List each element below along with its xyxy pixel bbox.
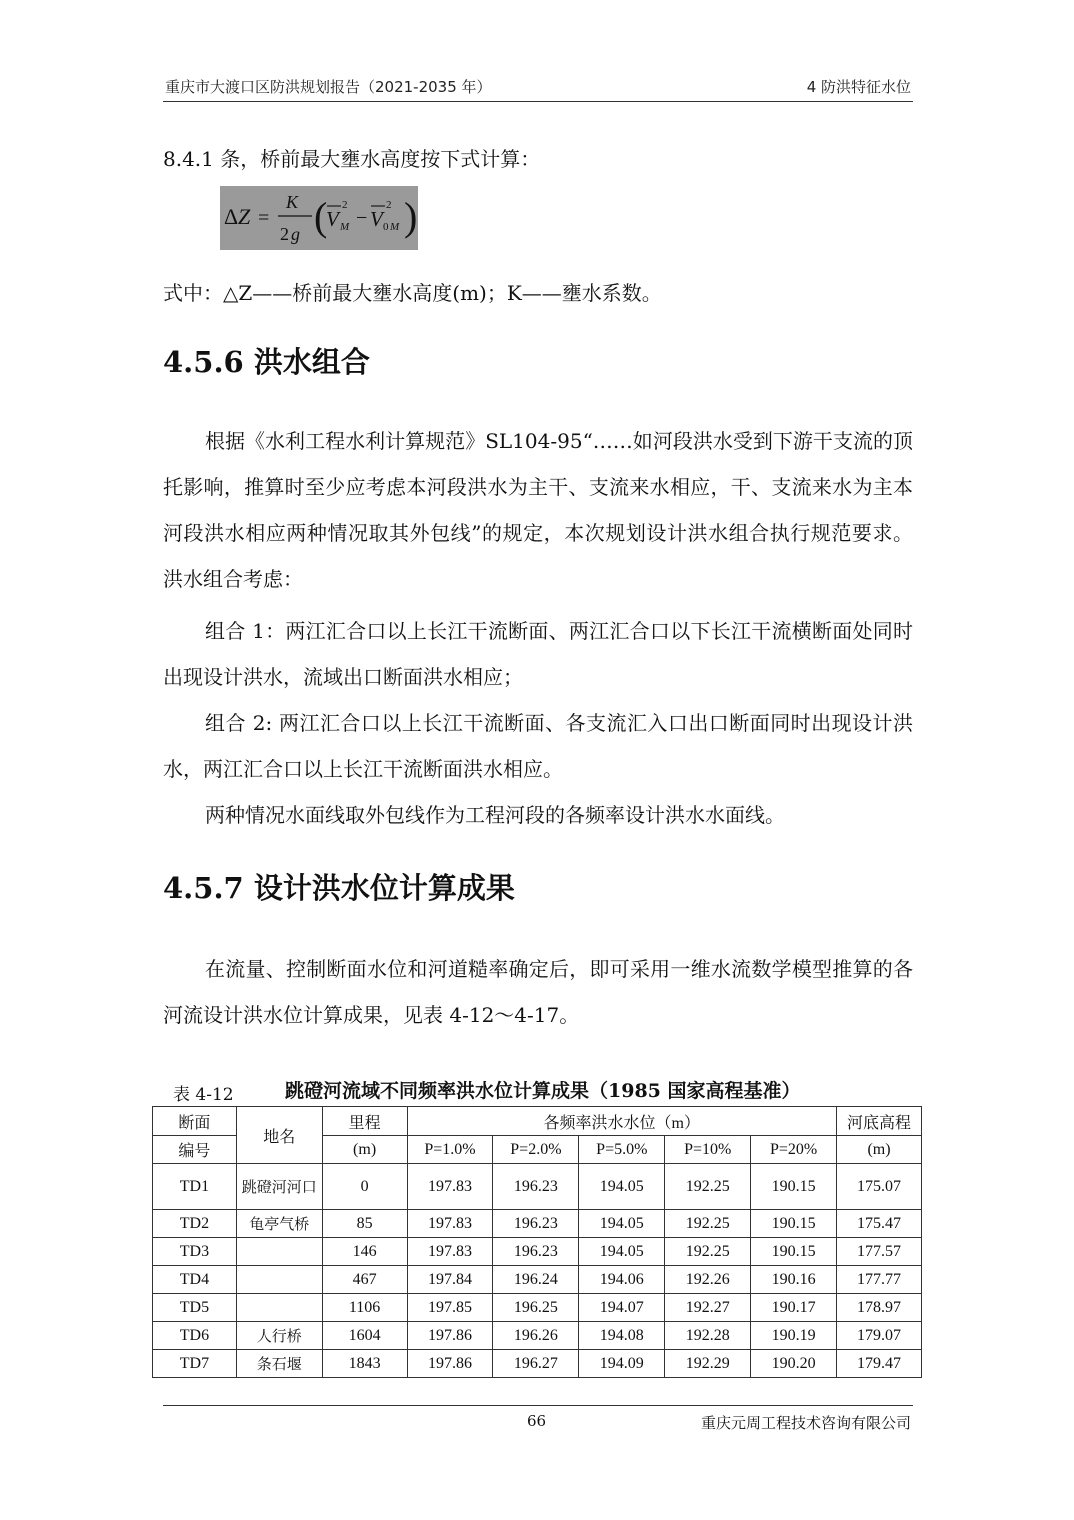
svg-text:V: V (370, 207, 383, 231)
header-section-line2: 编号 (153, 1136, 237, 1164)
table-row (153, 1350, 922, 1378)
section-id: TD5 (153, 1294, 237, 1322)
p2-level: 196.26 (493, 1322, 579, 1350)
p1-level: 197.83 (407, 1164, 493, 1210)
paragraph-envelope: 两种情况水面线取外包线作为工程河段的各频率设计洪水水面线。 (205, 803, 785, 827)
p20-level: 190.20 (751, 1350, 837, 1378)
header-chapter: 4 防洪特征水位 (806, 78, 911, 96)
flood-level-table (152, 1106, 922, 1378)
mileage: 0 (322, 1164, 407, 1210)
p2-level: 196.23 (493, 1210, 579, 1238)
header-divider (163, 101, 913, 102)
p5-level: 194.09 (579, 1350, 665, 1378)
bed-elevation: 175.07 (837, 1164, 922, 1210)
bed-elevation: 175.47 (837, 1210, 922, 1238)
place-name (236, 1294, 322, 1322)
p2-level: 196.27 (493, 1350, 579, 1378)
p10-level: 192.29 (665, 1350, 751, 1378)
header-freq: P=2.0% (493, 1136, 579, 1164)
page-number: 66 (527, 1412, 547, 1430)
place-name: 龟亭气桥 (236, 1210, 322, 1238)
header-place: 地名 (236, 1107, 322, 1164)
p20-level: 190.17 (751, 1294, 837, 1322)
place-name: 跳磴河河口 (236, 1164, 322, 1210)
p2-level: 196.24 (493, 1266, 579, 1294)
svg-text:): ) (404, 194, 418, 239)
bed-elevation: 177.77 (837, 1266, 922, 1294)
section-id: TD6 (153, 1322, 237, 1350)
header-mileage-unit: (m) (322, 1136, 407, 1164)
p1-level: 197.85 (407, 1294, 493, 1322)
mileage: 467 (322, 1266, 407, 1294)
place-name: 人行桥 (236, 1322, 322, 1350)
p5-level: 194.08 (579, 1322, 665, 1350)
p5-level: 194.05 (579, 1164, 665, 1210)
formula-image (220, 186, 418, 250)
header-freq: P=5.0% (579, 1136, 665, 1164)
svg-text:(: ( (314, 194, 328, 239)
header-freq: P=1.0% (407, 1136, 493, 1164)
mileage: 1843 (322, 1350, 407, 1378)
bed-elevation: 179.47 (837, 1350, 922, 1378)
p10-level: 192.26 (665, 1266, 751, 1294)
svg-text:g: g (291, 224, 300, 244)
p5-level: 194.05 (579, 1210, 665, 1238)
header-frequency-group: 各频率洪水水位（m） (407, 1107, 837, 1136)
header-bed-elevation: 河底高程 (837, 1107, 922, 1136)
svg-text:Z: Z (238, 204, 251, 229)
svg-text:2: 2 (280, 224, 289, 244)
p5-level: 194.07 (579, 1294, 665, 1322)
mileage: 85 (322, 1210, 407, 1238)
p10-level: 192.28 (665, 1322, 751, 1350)
section-id: TD3 (153, 1238, 237, 1266)
section-id: TD1 (153, 1164, 237, 1210)
table-row (153, 1238, 922, 1266)
svg-text:=: = (258, 207, 270, 229)
mileage: 1106 (322, 1294, 407, 1322)
section-id: TD2 (153, 1210, 237, 1238)
svg-text:2: 2 (386, 199, 392, 211)
paragraph-combination-2: 组合 2: 两江汇合口以上长江干流断面、各支流汇入口出口断面同时出现设计洪水，两江汇合口以上长江干流断面洪水相应。 (163, 711, 913, 781)
svg-text:0: 0 (383, 221, 389, 233)
paragraph-flood-combination: 根据《水利工程水利计算规范》SL104-95“……如河段洪水受到下游干支流的顶托影响，推算时至少应考虑本河段洪水为主干、支流来水相应，干、支流来水为主本河段洪水相应两种情况取其外包线”的规定，本次规划设计洪水组合执行规范要求。洪水组合考虑： (163, 429, 913, 591)
p20-level: 190.19 (751, 1322, 837, 1350)
section-id: TD4 (153, 1266, 237, 1294)
svg-text:2: 2 (342, 199, 348, 211)
table-row (153, 1322, 922, 1350)
table-row (153, 1210, 922, 1238)
p2-level: 196.23 (493, 1164, 579, 1210)
p5-level: 194.05 (579, 1238, 665, 1266)
table-row (153, 1266, 922, 1294)
section-heading-4-5-7: 4.5.7 设计洪水位计算成果 (163, 871, 515, 905)
p5-level: 194.06 (579, 1266, 665, 1294)
svg-text:Δ: Δ (224, 204, 239, 229)
place-name: 条石堰 (236, 1350, 322, 1378)
header-mileage: 里程 (322, 1107, 407, 1136)
p1-level: 197.86 (407, 1322, 493, 1350)
p2-level: 196.25 (493, 1294, 579, 1322)
p20-level: 190.15 (751, 1238, 837, 1266)
header-title: 重庆市大渡口区防洪规划报告（2021-2035 年） (165, 78, 492, 96)
p10-level: 192.25 (665, 1210, 751, 1238)
bed-elevation: 179.07 (837, 1322, 922, 1350)
p1-level: 197.86 (407, 1350, 493, 1378)
svg-text:−: − (356, 207, 368, 229)
p10-level: 192.25 (665, 1238, 751, 1266)
intro-line: 8.4.1 条，桥前最大壅水高度按下式计算： (163, 147, 541, 171)
p10-level: 192.25 (665, 1164, 751, 1210)
svg-text:M: M (390, 221, 400, 233)
svg-text:M: M (340, 221, 350, 233)
p1-level: 197.83 (407, 1238, 493, 1266)
formula-note: 式中：△Z——桥前最大壅水高度(m)；K——壅水系数。 (163, 281, 662, 305)
p2-level: 196.23 (493, 1238, 579, 1266)
p20-level: 190.16 (751, 1266, 837, 1294)
bed-elevation: 178.97 (837, 1294, 922, 1322)
header-freq: P=10% (665, 1136, 751, 1164)
place-name (236, 1238, 322, 1266)
paragraph-design-results: 在流量、控制断面水位和河道糙率确定后，即可采用一维水流数学模型推算的各河流设计洪水位计算成果，见表 4-12～4-17。 (163, 957, 913, 1027)
header-bed-elevation-unit: (m) (837, 1136, 922, 1164)
p20-level: 190.15 (751, 1164, 837, 1210)
p1-level: 197.83 (407, 1210, 493, 1238)
header-freq: P=20% (751, 1136, 837, 1164)
place-name (236, 1266, 322, 1294)
p1-level: 197.84 (407, 1266, 493, 1294)
svg-text:V: V (326, 207, 339, 231)
table-title: 跳磴河流域不同频率洪水位计算成果（1985 国家高程基准） (285, 1080, 801, 1102)
svg-text:K: K (286, 192, 299, 212)
p20-level: 190.15 (751, 1210, 837, 1238)
header-section: 断面 (153, 1107, 237, 1136)
footer-divider (163, 1405, 913, 1406)
table-body (153, 1164, 922, 1378)
table-number: 表 4-12 (173, 1085, 234, 1105)
mileage: 146 (322, 1238, 407, 1266)
section-heading-4-5-6: 4.5.6 洪水组合 (163, 345, 370, 379)
table-row (153, 1164, 922, 1210)
bed-elevation: 177.57 (837, 1238, 922, 1266)
footer-company: 重庆元周工程技术咨询有限公司 (700, 1414, 911, 1432)
table-row (153, 1294, 922, 1322)
p10-level: 192.27 (665, 1294, 751, 1322)
section-id: TD7 (153, 1350, 237, 1378)
mileage: 1604 (322, 1322, 407, 1350)
paragraph-combination-1: 组合 1：两江汇合口以上长江干流断面、两江汇合口以下长江干流横断面处同时出现设计洪水，流域出口断面洪水相应； (163, 619, 913, 689)
